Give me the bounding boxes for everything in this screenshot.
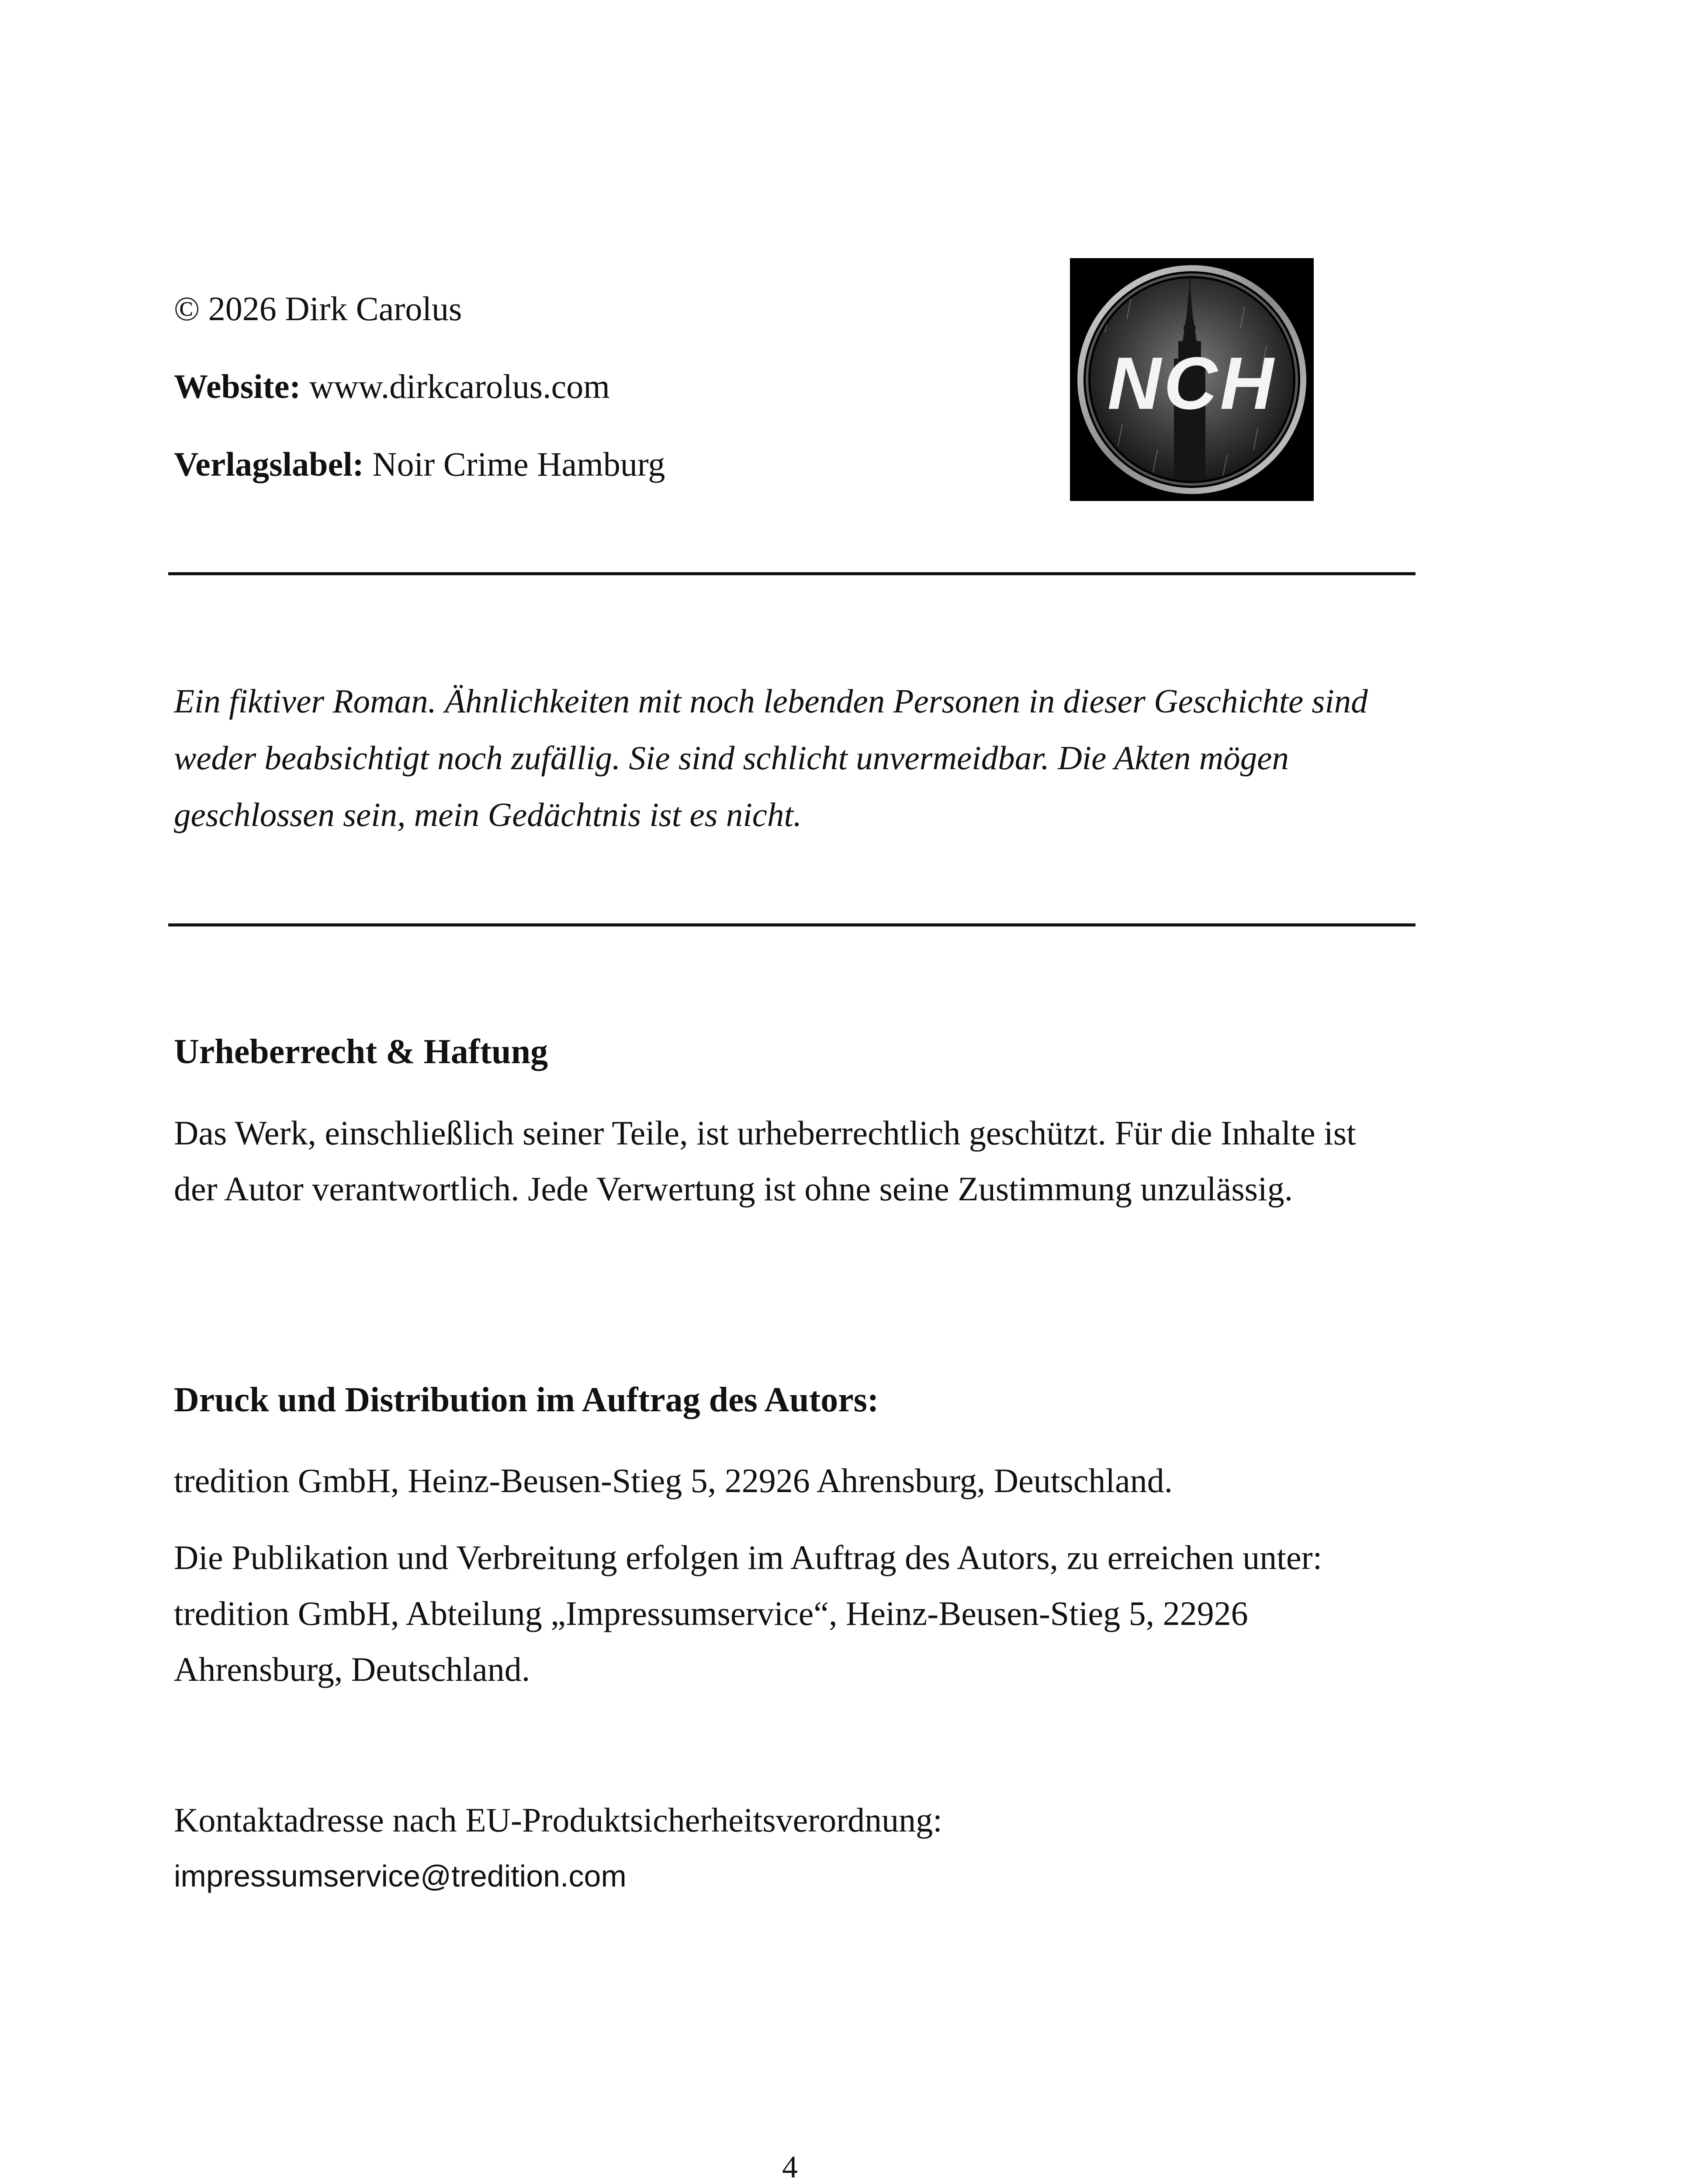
nch-logo [1070, 258, 1314, 501]
distribution-heading: Druck und Distribution im Auftrag des Autors: [174, 1381, 879, 1419]
copyright-heading: Urheberrecht & Haftung [174, 1033, 548, 1071]
divider-bottom [168, 923, 1416, 926]
divider-top [168, 572, 1416, 575]
distribution-address: tredition GmbH, Heinz-Beusen-Stieg 5, 22926 Ahrensburg, Deutschland. [174, 1462, 1173, 1500]
nch-logo-icon [1070, 258, 1314, 501]
distribution-body: Die Publikation und Verbreitung erfolgen im Auftrag des Autors, zu erreichen unter: tredition GmbH, Abteilung „Impressumservice“, Heinz-Beusen-Stieg 5, 22926 Ahrensburg, Deutschland. [174, 1538, 1322, 1688]
logo-lettering: NCH [1107, 342, 1277, 425]
copyright-line [174, 292, 462, 326]
imprint-label: Verlagslabel: [174, 445, 364, 483]
disclaimer-text: Ein fiktiver Roman. Ähnlichkeiten mit noch lebenden Personen in dieser Geschichte sind weder beabsichtigt noch zufällig. Sie sind schlicht unvermeidbar. Die Akten mögen geschlossen sein, mein Gedächtnis ist es nicht. [174, 682, 1368, 833]
contact-label: Kontaktadresse nach EU-Produktsicherheitsverordnung: [174, 1801, 942, 1839]
page-number: 4 [782, 2149, 798, 2184]
contact-email[interactable]: impressumservice@tredition.com [174, 1859, 627, 1893]
copyright-text: © 2026 Dirk Carolus [174, 290, 462, 328]
website-label: Website: [174, 367, 301, 405]
website-link[interactable]: www.dirkcarolus.com [301, 367, 610, 405]
copyright-body: Das Werk, einschließlich seiner Teile, ist urheberrechtlich geschützt. Für die Inhalte ist der Autor verantwortlich. Jede Verwertung ist ohne seine Zustimmung unzulässig. [174, 1114, 1356, 1208]
website-line [174, 367, 610, 405]
imprint-value: Noir Crime Hamburg [363, 445, 665, 483]
imprint-line [174, 447, 665, 481]
